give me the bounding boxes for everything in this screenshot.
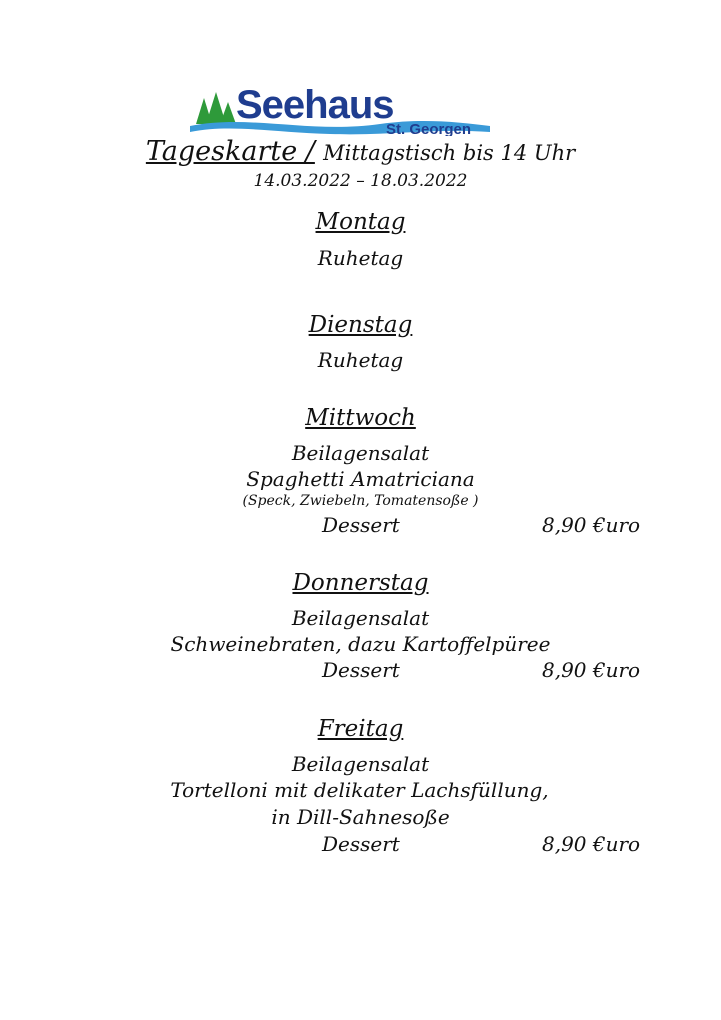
title-main: Tageskarte / [145,136,315,167]
logo-place: St. Georgen [386,121,472,136]
dish-line: Ruhetag [317,246,404,270]
price: 8,90 €uro [542,832,641,856]
dish-line: in Dill-Sahnesoße [271,805,450,829]
dish-line: Ruhetag [317,348,404,372]
price: 8,90 €uro [542,513,641,537]
dessert-label: Dessert [322,658,400,682]
dish-line: Tortelloni mit delikater Lachsfüllung, [170,778,549,802]
dish-line: Beilagensalat [291,752,430,776]
dish-line: Schweinebraten, dazu Kartoffelpüree [170,632,551,656]
price: 8,90 €uro [542,658,641,682]
dish-line: Spaghetti Amatriciana [246,467,475,491]
date-range: 14.03.2022 – 18.03.2022 [253,171,468,191]
seehaus-logo [190,84,550,136]
dish-note: (Speck, Zwiebeln, Tomatensoße ) [242,493,479,509]
day-heading-donnerstag: Donnerstag [292,570,429,596]
menu-title [0,137,721,168]
title-subtitle: Mittagstisch bis 14 Uhr [323,141,576,165]
dish-line: Beilagensalat [291,606,430,630]
day-heading-freitag: Freitag [317,716,404,742]
dessert-label: Dessert [322,832,400,856]
day-heading-dienstag: Dienstag [308,312,413,338]
day-heading-montag: Montag [315,209,406,235]
dessert-label: Dessert [322,513,400,537]
dish-line: Beilagensalat [291,441,430,465]
logo-name: Seehaus [236,84,394,127]
day-heading-mittwoch: Mittwoch [305,405,416,431]
